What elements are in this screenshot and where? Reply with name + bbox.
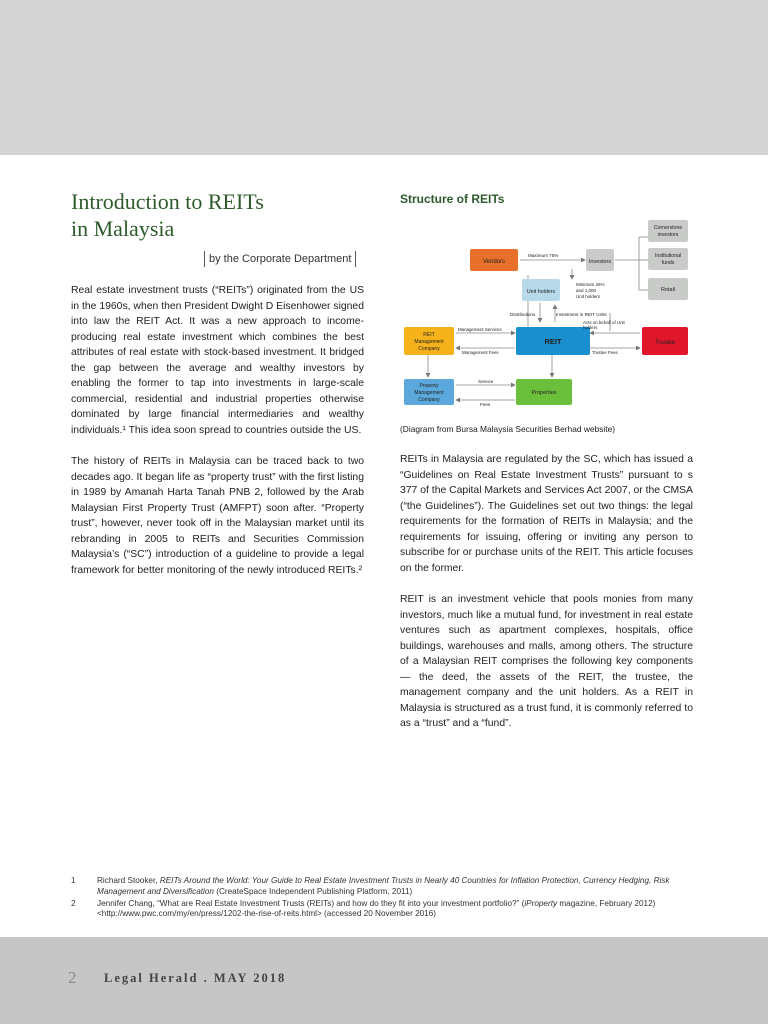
diagram-caption: (Diagram from Bursa Malaysia Securities Berhad website) bbox=[400, 424, 616, 434]
svg-text:Unit holders: Unit holders bbox=[526, 289, 556, 295]
footnote-text-end: magazine, February 2012) <http://www.pwc.com/my/en/press/1202-the-rise-of-reits.html> (accessed 20 November 2016) bbox=[97, 898, 656, 919]
svg-text:Properties: Properties bbox=[531, 390, 557, 396]
label-fees: Fees bbox=[480, 402, 491, 407]
page-number: 2 bbox=[68, 968, 77, 987]
title-line-2: in Malaysia bbox=[71, 216, 175, 241]
label-management-fees: Management Fees bbox=[462, 350, 499, 355]
box-property-management-company bbox=[404, 379, 454, 405]
svg-text:REIT: REIT bbox=[423, 332, 435, 338]
footnote-book-title: REITs Around the World: Your Guide to Real Estate Investment Trusts in Nearly 40 Countries for Inflation Protection, Currency Hedging, Risk Management and Diversification bbox=[97, 876, 670, 896]
footnote-1 bbox=[71, 876, 696, 898]
box-reit-management-company bbox=[404, 327, 454, 355]
svg-text:Institutional: Institutional bbox=[654, 253, 682, 259]
svg-text:investors: investors bbox=[657, 232, 679, 238]
box-institutional-funds bbox=[648, 248, 688, 270]
paragraph-reit-origin: Real estate investment trusts (“REITs”) originated from the US in the 1960s, when then President Dwight D Eisenhower signed into law the REIT Act. It was a new approach to income-producing real estate investment which combines the best attributes of real estate with stock-based investment. It bridged the gap between the average and wealthy investors by enabling the former to tap into investments in large-scale commercial, residential and industrial properties otherwise dominated by large financial intermediaries and wealthy individuals.¹ This idea soon spread to countries outside the US. bbox=[71, 285, 364, 436]
label-acts-line1: Acts on behalf of Unit bbox=[583, 320, 625, 325]
label-service: Service bbox=[478, 379, 494, 384]
footnote-2 bbox=[71, 899, 696, 921]
label-distributions: Distributions bbox=[510, 312, 536, 317]
svg-text:funds: funds bbox=[661, 260, 675, 266]
label-min25-line2: and 1,000 bbox=[576, 288, 597, 293]
label-max75: Maximum 75% bbox=[528, 253, 559, 258]
label-investment-units: Investment in REIT Units bbox=[556, 312, 607, 317]
right-column bbox=[400, 452, 693, 748]
paragraph-reit-definition: REIT is an investment vehicle that pools monies from many investors, much like a mutual fund, for investment in real estate ventures such as apartment complexes, hospitals, office buildings, warehouses and malls, among others. The structure of a Malaysian REIT comprises the following key components — the deed, the assets of the REIT, the trustee, the management company and the unit holders. As a REIT in Malaysia is structured as a trust fund, it is commonly referred to as a “trust” and a “fund”. bbox=[400, 594, 693, 729]
footnote-author: Richard Stooker, bbox=[97, 876, 160, 885]
article-title bbox=[71, 188, 264, 242]
paragraph-reit-regulation: REITs in Malaysia are regulated by the SC, which has issued a “Guidelines on Real Estate Investment Trusts” pursuant to s 377 of the Capital Markets and Services Act 2007, or the CMSA (“the Guidelines”). The Guidelines set out two things: the legal requirements for the formation of REITs in Malaysia; and the requirements for issuing, offering or inviting any person to subscribe for or purchase units of the REIT. This article focuses on the former. bbox=[400, 454, 693, 574]
footnotes bbox=[71, 876, 696, 921]
footnote-number: 2 bbox=[71, 898, 76, 908]
section-title: Structure of REITs bbox=[400, 192, 505, 206]
box-trustee bbox=[642, 327, 688, 355]
footnote-number: 1 bbox=[71, 876, 76, 885]
byline: by the Corporate Department bbox=[204, 251, 356, 267]
label-min25-line1: Minimum 25% bbox=[576, 282, 605, 287]
footnote-text-start: Jennifer Chang, “What are Real Estate Investment Trusts (REITs) and how do they fit into your investment portfolio?” ( bbox=[97, 898, 525, 908]
paragraph-reit-history: The history of REITs in Malaysia can be traced back to two decades ago. It began life as “property trust” with the first listing in 1989 by Amanah Harta Tanah PNB 2, followed by the Arab Malaysian First Property Trust (AMFPT) soon after. “Property trust”, however, never took off in the Malaysian market until its rebranding in 2005 to REITs and Securities Commission Malaysia’s (“SC”) introduction of a guideline to provide a legal framework for better monitoring of the newly introduced REITs.² bbox=[71, 456, 364, 576]
box-vendors bbox=[470, 249, 518, 271]
label-min25-line3: Unit holders bbox=[576, 294, 601, 299]
box-properties bbox=[516, 379, 572, 405]
svg-text:REIT: REIT bbox=[544, 337, 562, 346]
publication-name: Legal Herald . MAY 2018 bbox=[104, 971, 287, 985]
label-management-services: Management Services bbox=[458, 327, 502, 332]
label-trustee-fees: Trustee Fees bbox=[592, 350, 618, 355]
svg-text:Retail: Retail bbox=[660, 287, 676, 293]
svg-text:Company: Company bbox=[418, 397, 440, 403]
title-line-1: Introduction to REITs bbox=[71, 189, 264, 214]
svg-text:Cornerstone: Cornerstone bbox=[653, 225, 683, 231]
footnote-magazine: iProperty bbox=[524, 898, 558, 908]
label-acts-line2: holders bbox=[583, 325, 598, 330]
svg-text:Trustee: Trustee bbox=[654, 340, 676, 346]
box-unit-holders bbox=[522, 279, 560, 301]
box-cornerstone-investors bbox=[648, 220, 688, 242]
diagram-connectors bbox=[428, 237, 648, 400]
box-investors bbox=[586, 249, 614, 271]
svg-text:Management: Management bbox=[414, 390, 444, 396]
top-margin-band bbox=[0, 0, 768, 155]
svg-text:Company: Company bbox=[418, 346, 440, 352]
svg-text:Investors: Investors bbox=[588, 259, 612, 265]
left-column bbox=[71, 283, 364, 594]
reit-structure-diagram bbox=[400, 215, 700, 420]
svg-text:Property: Property bbox=[419, 383, 439, 389]
svg-text:Management: Management bbox=[414, 339, 444, 345]
box-reit bbox=[516, 327, 590, 355]
svg-text:Vendors: Vendors bbox=[482, 259, 506, 265]
footnote-publisher: (CreateSpace Independent Publishing Platform, 2011) bbox=[213, 886, 413, 896]
box-retail bbox=[648, 278, 688, 300]
